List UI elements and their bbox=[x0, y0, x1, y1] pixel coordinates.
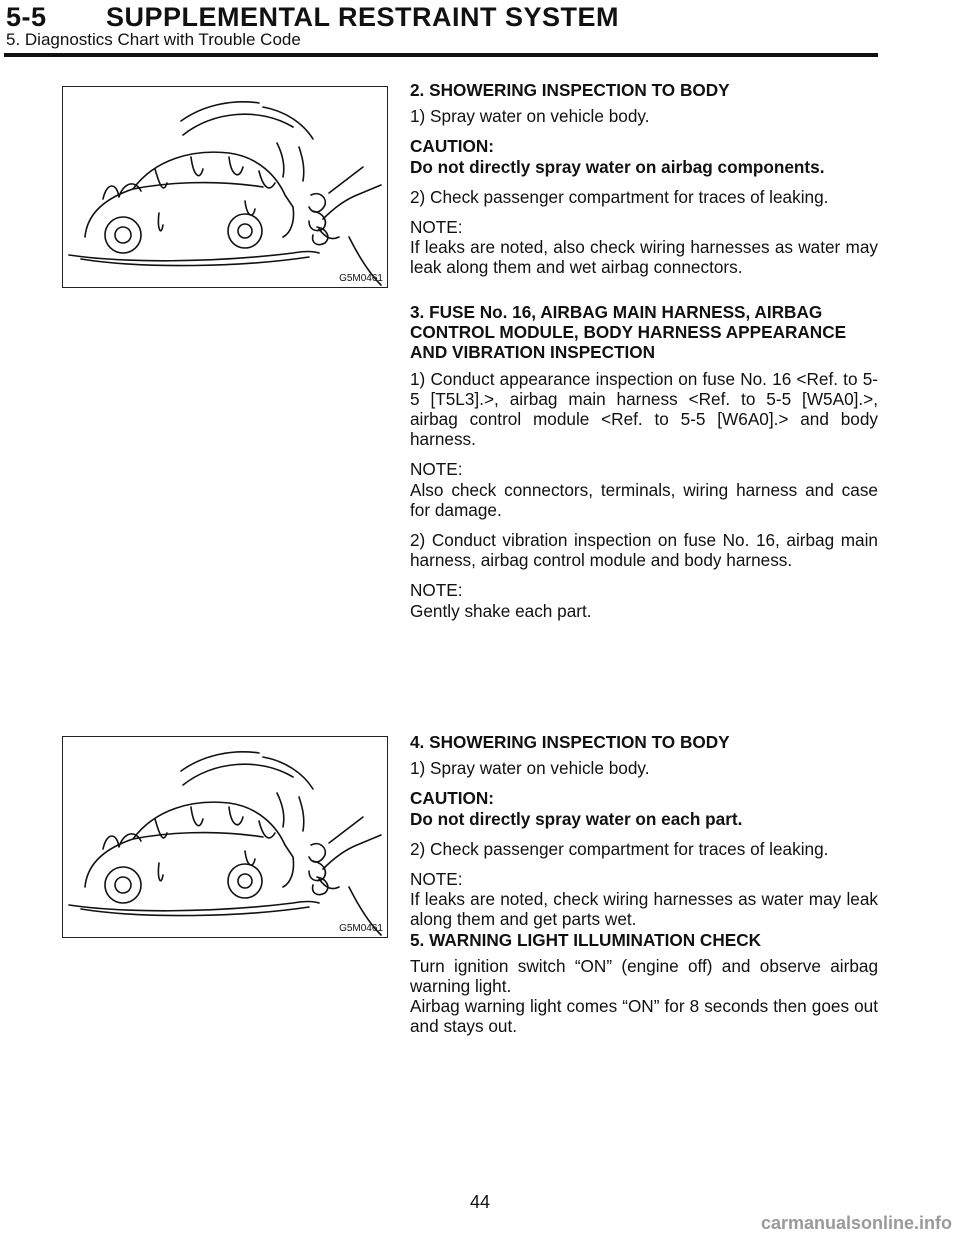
caution-label: CAUTION: bbox=[410, 788, 495, 809]
step-5-instruction-1: Turn ignition switch “ON” (engine off) and observe airbag warning light. bbox=[410, 955, 878, 997]
step-4-section bbox=[410, 732, 878, 1047]
caution-label: CAUTION: bbox=[410, 136, 495, 157]
watermark: carmanualsonline.info bbox=[760, 1213, 952, 1233]
step-3-section bbox=[410, 302, 878, 631]
note-text: Gently shake each part. bbox=[410, 600, 592, 621]
note-text: Also check connectors, terminals, wiring harness and case for damage. bbox=[410, 479, 878, 520]
note-label: NOTE: bbox=[410, 869, 463, 890]
note-text: If leaks are noted, check wiring harnesses as water may leak along them and get parts wet. bbox=[410, 889, 878, 930]
page-header bbox=[0, 0, 960, 60]
page-number: 44 bbox=[469, 1192, 491, 1212]
figure-showering-1 bbox=[62, 86, 388, 288]
note-text: If leaks are noted, also check wiring harnesses as water may leak along them and wet airbag connectors. bbox=[410, 237, 878, 278]
step-3-instruction-1: 1) Conduct appearance inspection on fuse No. 16 <Ref. to 5-5 [T5L3].>, airbag main harness <Ref. to 5-5 [W5A0].>, airbag control module <Ref. to 5-5 [W6A0].> and body harness. bbox=[410, 368, 878, 450]
note-label: NOTE: bbox=[410, 459, 463, 480]
car-spray-illustration bbox=[63, 87, 387, 287]
figure-code: G5M0461 bbox=[339, 273, 383, 284]
note-label: NOTE: bbox=[410, 580, 463, 601]
caution-text: Do not directly spray water on airbag components. bbox=[410, 156, 825, 177]
caution-text: Do not directly spray water on each part. bbox=[410, 808, 743, 829]
step-3-heading: 3. FUSE No. 16, AIRBAG MAIN HARNESS, AIRBAG CONTROL MODULE, BODY HARNESS APPEARANCE AND VIBRATION INSPECTION bbox=[410, 302, 847, 363]
section-subtitle: 5. Diagnostics Chart with Trouble Code bbox=[6, 30, 301, 49]
step-2-instruction-2: 2) Check passenger compartment for traces of leaking. bbox=[410, 186, 829, 207]
note-label: NOTE: bbox=[410, 217, 463, 238]
step-4-instruction-2: 2) Check passenger compartment for traces of leaking. bbox=[410, 838, 829, 859]
step-4-instruction-1: 1) Spray water on vehicle body. bbox=[410, 758, 650, 779]
figure-showering-2 bbox=[62, 736, 388, 938]
car-spray-illustration bbox=[63, 737, 387, 937]
step-4-heading: 4. SHOWERING INSPECTION TO BODY bbox=[410, 732, 730, 752]
figure-code: G5M0461 bbox=[339, 923, 383, 934]
step-5-heading: 5. WARNING LIGHT ILLUMINATION CHECK bbox=[410, 929, 762, 950]
step-2-instruction-1: 1) Spray water on vehicle body. bbox=[410, 106, 650, 127]
section-title: SUPPLEMENTAL RESTRAINT SYSTEM bbox=[106, 2, 620, 32]
step-2-section bbox=[410, 80, 878, 288]
step-3-instruction-2: 2) Conduct vibration inspection on fuse No. 16, airbag main harness, airbag control module and body harness. bbox=[410, 530, 878, 571]
step-5-instruction-2: Airbag warning light comes “ON” for 8 seconds then goes out and stays out. bbox=[410, 996, 878, 1037]
header-rule bbox=[4, 53, 878, 57]
step-2-heading: 2. SHOWERING INSPECTION TO BODY bbox=[410, 80, 730, 100]
section-number: 5-5 bbox=[6, 2, 47, 32]
